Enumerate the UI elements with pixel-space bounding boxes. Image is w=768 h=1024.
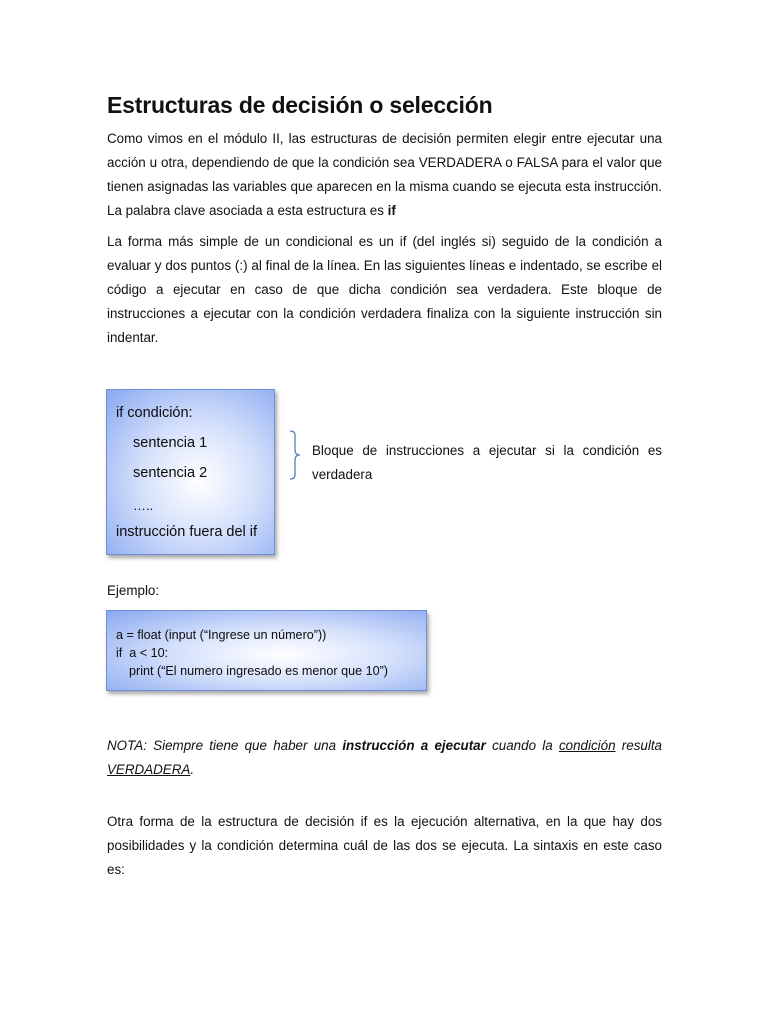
code-line-3: print (“El numero ingresado es menor que 10”) — [129, 664, 388, 678]
if-syntax-diagram — [106, 389, 275, 555]
diagram-line-if: if condición: — [116, 405, 193, 421]
code-example-box — [106, 610, 427, 691]
right-bracket-icon — [288, 430, 302, 480]
code-line-2: if a < 10: — [116, 646, 169, 660]
page-title: Estructuras de decisión o selección — [107, 92, 493, 118]
code-line-1: a = float (input (“Ingrese un número”)) — [116, 628, 327, 642]
if-keyword: if — [387, 203, 396, 218]
note-bold: instrucción a ejecutar — [342, 738, 486, 753]
note-middle-2: resulta — [615, 738, 662, 753]
note-prefix: NOTA: Siempre tiene que haber una — [107, 738, 343, 753]
note-middle: cuando la — [485, 738, 559, 753]
example-label: Ejemplo: — [107, 583, 160, 598]
intro-paragraph — [107, 127, 662, 223]
note-suffix: . — [190, 762, 195, 777]
note-condicion: condición — [558, 738, 616, 753]
note-paragraph — [107, 734, 662, 782]
intro-text: Como vimos en el módulo II, las estructuras de decisión permiten elegir entre ejecutar una acción u otra, dependiendo de que la condición sea VERDADERA o FALSA para el valor que tienen asignadas las variables que aparecen en la misma cuando se ejecuta esta instrucción. La palabra clave asociada a esta estructura es — [107, 131, 662, 218]
bracket-label: Bloque de instrucciones a ejecutar si la condición es verdadera — [312, 443, 662, 482]
diagram-line-sentencia-1: sentencia 1 — [133, 435, 208, 451]
diagram-line-outside: instrucción fuera del if — [116, 524, 258, 540]
diagram-line-sentencia-2: sentencia 2 — [133, 465, 208, 481]
simple-conditional-paragraph: La forma más simple de un condicional es un if (del inglés si) seguido de la condición a evaluar y dos puntos (:) al final de la línea. En las siguientes líneas e indentado, se escribe el código a ejecutar en caso de que dicha condición sea verdadera. Este bloque de instrucciones a ejecutar con la condición verdadera finaliza con la siguiente instrucción sin indentar. — [107, 234, 662, 345]
diagram-line-ellipsis: ….. — [133, 498, 154, 513]
note-verdadera: VERDADERA — [107, 762, 191, 777]
alternative-paragraph: Otra forma de la estructura de decisión if es la ejecución alternativa, en la que hay dos posibilidades y la condición determina cuál de las dos se ejecuta. La sintaxis en este caso es: — [107, 814, 662, 877]
